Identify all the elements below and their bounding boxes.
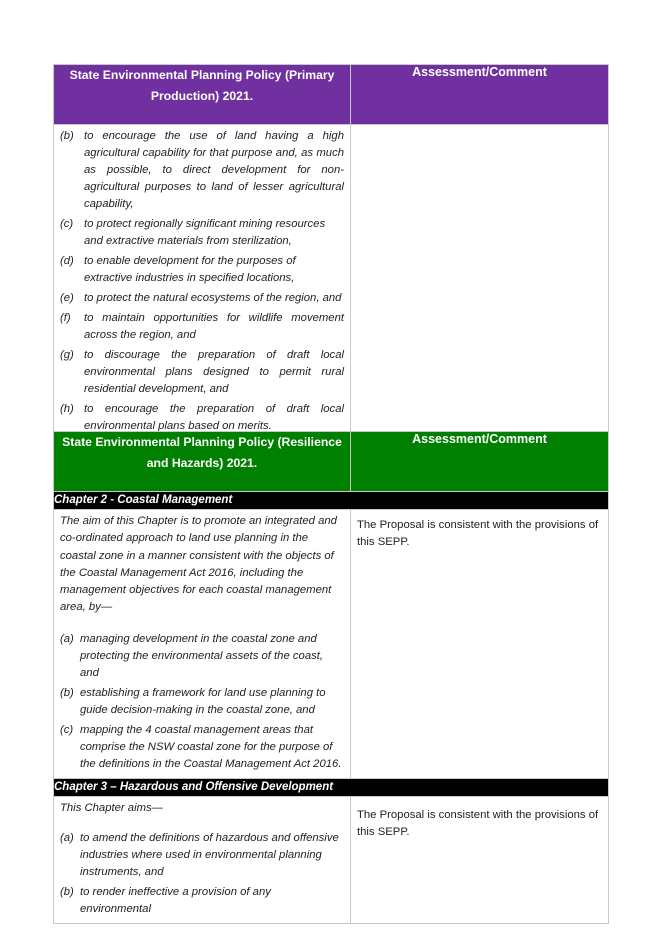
table1-header-policy: State Environmental Planning Policy (Primary Production) 2021. xyxy=(54,65,351,125)
chapter-2-aim-text: The aim of this Chapter is to promote an integrated and co-ordinated approach to land use planning in the coastal zone in a manner consistent with the objects of the Coastal Management Act 2016, including the management objectives for each coastal management area, by— xyxy=(60,515,337,614)
list-item: (a) to amend the definitions of hazardous and offensive industries where used in environmental planning instruments, and xyxy=(60,832,339,879)
chapter-2-comment-cell xyxy=(351,510,609,779)
sepp-primary-production-table xyxy=(53,64,609,441)
list-item: (b) to render ineffective a provision of any environmental xyxy=(60,886,271,916)
table1-comment-cell xyxy=(351,125,609,441)
table2-header-policy: State Environmental Planning Policy (Resilience and Hazards) 2021. xyxy=(54,432,351,492)
chapter-3-heading: Chapter 3 – Hazardous and Offensive Development xyxy=(54,778,609,796)
list-item: (c) to protect regionally significant mining resources and extractive materials from sterilization, xyxy=(60,218,326,247)
list-item: (h) to encourage the preparation of draft local environmental plans based on merits. xyxy=(60,403,344,432)
list-item: (c) mapping the 4 coastal management areas that comprise the NSW coastal zone for the purpose of the definitions in the Coastal Management Act 2016. xyxy=(60,723,342,770)
sepp-resilience-hazards-table xyxy=(53,431,609,924)
list-item: (a) managing development in the coastal zone and protecting the environmental assets of the coast, and xyxy=(60,632,324,679)
table2-header-assessment: Assessment/Comment xyxy=(351,432,609,492)
chapter-3-aim-text: This Chapter aims— xyxy=(60,801,163,814)
chapter-3-comment: The Proposal is consistent with the provisions of this SEPP. xyxy=(357,808,599,838)
chapter-2-aims-cell xyxy=(54,510,351,779)
list-item: (d) to enable development for the purposes of extractive industries in specified locations, xyxy=(60,255,296,284)
table1-objectives-cell xyxy=(54,125,351,441)
list-item: (e) to protect the natural ecosystems of the region, and xyxy=(60,292,342,304)
chapter-3-aims-cell xyxy=(54,796,351,923)
chapter-3-comment-cell xyxy=(351,796,609,923)
list-item: (b) to encourage the use of land having a high agricultural capability for that purpose and, as much as possible, to direct development for non-agricultural purposes to land of lesser agricultural capability, xyxy=(60,130,344,210)
chapter-2-comment: The Proposal is consistent with the provisions of this SEPP. xyxy=(357,519,599,548)
chapter-2-heading: Chapter 2 - Coastal Management xyxy=(54,492,609,510)
table1-header-assessment: Assessment/Comment xyxy=(351,65,609,125)
list-item: (g) to discourage the preparation of draft local environmental plans designed to permit rural residential development, and xyxy=(60,349,344,395)
list-item: (f) to maintain opportunities for wildlife movement across the region, and xyxy=(60,312,344,341)
list-item: (b) establishing a framework for land use planning to guide decision-making in the coastal zone, and xyxy=(60,686,326,716)
